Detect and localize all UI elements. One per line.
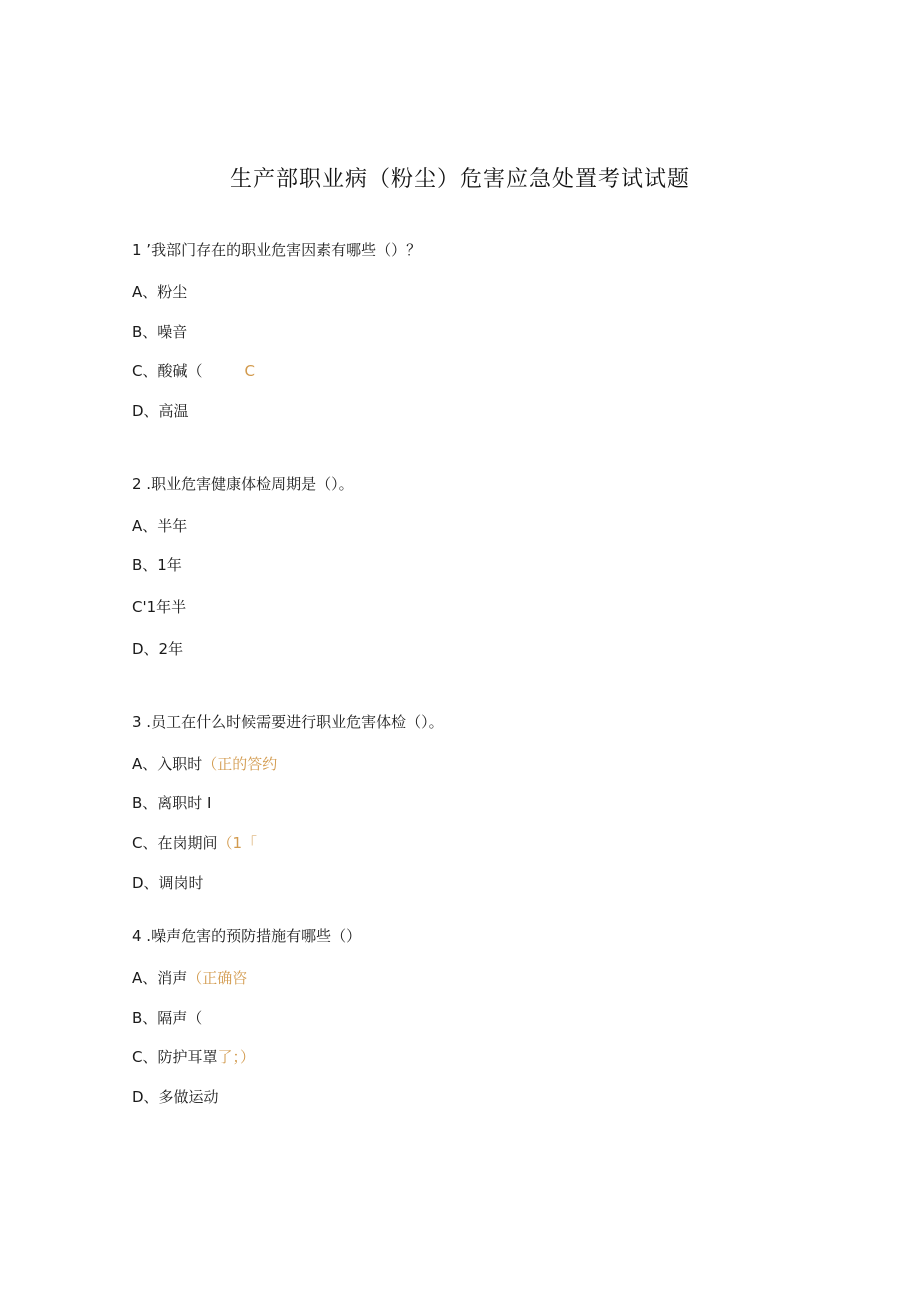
option-item: [132, 361, 255, 381]
option-text: C'1年半: [132, 598, 187, 616]
option-text: D、2年: [132, 640, 184, 658]
option-item: [132, 322, 187, 342]
question-stem: 4 .噪声危害的预防措施有哪些（）: [132, 927, 362, 945]
option-item: [132, 1008, 202, 1028]
option-item: [132, 282, 187, 302]
option-text: D、调岗时: [132, 874, 204, 892]
option-item: [132, 639, 183, 659]
question-stem: 1 ’我部门存在的职业危害因素有哪些（）？: [132, 241, 422, 259]
option-text: D、多做运动: [132, 1088, 219, 1106]
question-stem: 3 .员工在什么时候需要进行职业危害体检（）。: [132, 713, 444, 731]
option-text: B、1年: [132, 556, 182, 574]
option-item: [132, 968, 247, 988]
option-text: B、离职时 I: [132, 794, 212, 812]
option-item: [132, 597, 186, 617]
option-text: B、隔声（: [132, 1009, 203, 1027]
option-text: A、粉尘: [132, 283, 188, 301]
option-item: [132, 833, 257, 853]
option-text: A、入职时: [132, 755, 203, 773]
option-item: [132, 555, 182, 575]
option-text: D、高温: [132, 402, 189, 420]
option-text: C、防护耳罩: [132, 1048, 218, 1066]
answer-mark: （1「: [217, 834, 258, 852]
option-item: [132, 793, 211, 813]
option-text: B、噪音: [132, 323, 188, 341]
answer-mark: （正确咨: [187, 969, 248, 987]
page-title: 生产部职业病（粉尘）危害应急处置考试试题: [229, 167, 690, 192]
option-text: C、酸碱（: [132, 362, 203, 380]
answer-mark: （正的答约: [202, 755, 278, 773]
option-item: [132, 1047, 255, 1067]
option-item: [132, 401, 189, 421]
option-text: C、在岗期间: [132, 834, 218, 852]
answer-mark: C: [244, 362, 255, 380]
question-stem: 2 .职业危害健康体检周期是（）。: [132, 475, 354, 493]
option-item: [132, 873, 204, 893]
option-item: [132, 516, 187, 536]
option-text: A、半年: [132, 517, 188, 535]
option-item: [132, 754, 277, 774]
answer-mark: 了；）: [217, 1048, 255, 1066]
option-item: [132, 1087, 219, 1107]
option-text: A、消声: [132, 969, 188, 987]
